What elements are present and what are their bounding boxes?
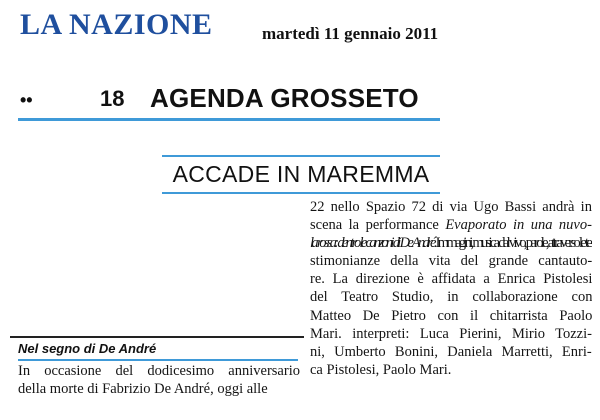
performance-title-part: Evaporato in una nuvo- [445,217,592,234]
publication-date: martedì 11 gennaio 2011 [262,24,439,43]
article-line: Mari. interpreti: Luca Pierini, Mirio Tozzi- [310,325,592,342]
article-headline: Nel segno di De André [18,341,157,356]
article-line: stimonianze della vita del grande cantauto- [310,253,592,270]
article-line: della morte di Fabrizio De André, oggi alle [18,381,268,398]
rubric-bottom-rule [162,192,440,194]
article-top-rule [10,336,304,338]
article-line: la rossa: dentro le canzoni di De André. Immagini, musica dal vivo, parole, attraverso le te- [310,235,592,252]
performance-title-part: la rossa: dentro le canzoni di De André [310,235,434,252]
article-line: scena la performance Evaporato in una nuvo- [310,217,592,234]
section-divider [18,118,440,121]
article-line: In occasione del dodicesimo anniversario [18,363,300,379]
article-line: re. La direzione è affidata a Enrica Pistolesi [310,271,592,288]
article-line: Matteo De Pietro con il chitarrista Paolo [310,307,592,324]
headline-underline [18,359,298,361]
section-bullet-dots: •• [20,90,33,110]
article-line: del Teatro Studio, in collaborazione con [310,289,592,306]
newspaper-masthead: LA NAZIONE [20,8,213,41]
section-title: AGENDA GROSSETO [150,83,419,113]
article-line: ca Pistolesi, Paolo Mari. [310,361,452,378]
article-right-column [310,198,592,379]
article-line: ni, Umberto Bonini, Daniela Marretti, Enri- [310,343,592,360]
page-number: 18 [100,86,125,111]
article-line: 22 nello Spazio 72 di via Ugo Bassi andrà in [310,199,592,215]
article-left-column [18,362,300,398]
rubric-heading: ACCADE IN MAREMMA [172,161,430,187]
rubric-top-rule [162,155,440,157]
